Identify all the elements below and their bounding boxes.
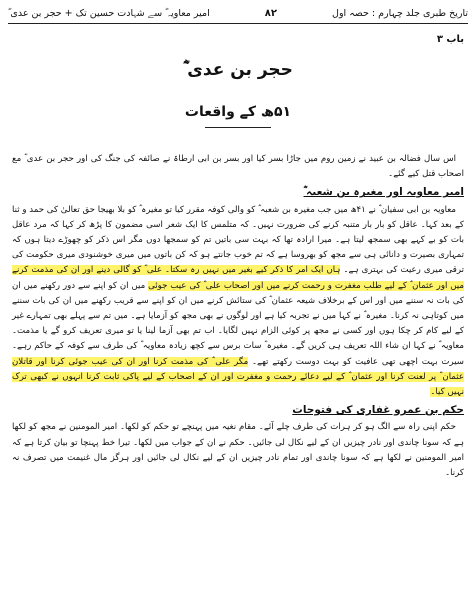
header-book-title: تاریخ طبری جلد چہارم : حصہ اول — [332, 7, 468, 19]
header-section-title: امیر معاویہ ؓ سے شہادت حسین تک + حجر بن عدی ؓ — [8, 7, 210, 19]
section-subtitle: ۵۱ھ کے واقعات — [184, 104, 292, 120]
paragraph-intro: اس سال فضالہ بن عبید نے زمین روم میں جاڑا بسر کیا اور بسر بن ابی ارطاۃ نے صائفہ کی جنگ کی اور حجر بن عدی ؓ مع اصحاب قتل کیے گئے۔ — [12, 154, 464, 180]
page-header — [8, 4, 468, 22]
heading-muawiya-mughira: امیر معاویہ اور مغیرہ بن شعبہ ؓ — [303, 186, 464, 199]
text-segment: معاویہ بن ابی سفیان ؓ نے ۴۱ھ میں جب مغیرہ بن شعبہ ؓ کو والی کوفہ مقرر کیا تو مغیرہ ؓ کو بلا بھیجا حق تعالیٰ کی حمد و ثنا کے بعد کہا۔ عاقل کو بار بار متنبہ کرنے کی ضرورت نہیں۔ کہ متلمس کا ایک شعر اسی مضمون کا پڑھ کر کہا کہ مرد عاقل بات کو بے کہے بھی سمجھ لیتا ہے۔ میرا ارادہ تھا کہ بہت سی باتیں تم کو سمجھا دوں مگر اس ذکر کو چھوڑے دیتا ہوں کہ تمہاری بصیرت و دانائی ہی سے مجھ کو بھروسا ہے کہ تم خوب جانتے ہو کہ کن باتوں میں میری خوشنودی میری حکومت کی ترقی میری رعیت کی بہتری ہے۔ — [12, 204, 465, 276]
paragraph-muawiya-instructions — [12, 203, 464, 401]
paragraph-hakam: حکم اپنی راہ سے الگ ہو کر ہرات کی طرف چلے آئے۔ مقام نغیہ میں پہنچے تو حکم کو لکھا۔ امیر المومنین نے مجھ کو لکھا ہے کہ سونا چاندی اور نادر چیزیں ان کے لیے نکال لی جائیں۔ حکم نے ان کے جواب میں لکھا۔ تیرا خط پہنچا تو بیان کرتا ہے کہ امیر المومنین نے لکھا ہے کہ سونا چاندی اور تمام نادر چیزیں ان کے لیے نکال لی جائیں اور ہرگز مال غنیمت میں تصرف نہ کرنا۔ — [12, 422, 464, 479]
body-text — [12, 152, 464, 481]
chapter-title: حجر بن عدی ؓ — [183, 60, 293, 80]
highlighted-text: مگر علی ؓ کی مذمت کرنا اور ان کی عیب جوئی کرنا اور قاتلان عثمان ؓ پر لعنت کرنا اور عثمان ؓ کے لیے دعائے رحمت و مغفرت اور ان کے اصحاب کے لیے پاکی ثابت کرنا انہوں نے کبھی ترک نہیں کیا۔ — [12, 356, 464, 398]
page-number: ۸۲ — [264, 7, 278, 19]
header-rule — [8, 23, 468, 24]
highlighted-text: ہاں ایک امر کا ذکر کیے بغیر میں نہیں رہ سکتا۔ علی ؓ کو گالی دینے اور ان کی مذمت کرنے میں اور عثمان ؓ کے لیے طلب مغفرت و رحمت کرنے میں اور اصحاب علی ؓ کی عیب جوئی — [12, 265, 464, 291]
chapter-label: باب ۳ — [436, 34, 464, 45]
text-segment: میں ان کو اپنے سے دور رکھنے میں ان کی بات نہ سننے میں اور اس کے برخلاف شیعہ عثمان ؓ کی ستائش کرنے میں ان کو اپنے سے قریب رکھنے میں ان کی بات سننے میں کوتاہی نہ کرنا۔ مغیرہ ؓ نے کہا میں نے تجربہ کیا ہے اور لوگوں نے بھی مجھ کو آزمایا ہے۔ میں تم سے پہلے بھی تمہارے غیر کے لیے کام کر چکا ہوں اور کسی نے مجھ پر کوئی الزام نہیں لگایا۔ اب تم بھی آزما لینا یا تو میری تعریف کرو گے یا مذمت۔ معاویہ ؓ نے کہا ان شاء اللہ تعریف ہی کریں گے۔ مغیرہ ؓ سات برس سے کچھ زیادہ معاویہ ؓ کی طرف سے کوفہ کے حاکم رہے۔ سیرت بہت اچھی تھی عافیت کو بہت دوست رکھتے تھے۔ — [12, 280, 464, 367]
heading-hakam-conquests: حکم بن عمرو غفاری کی فتوحات — [292, 404, 464, 417]
subtitle-underline — [205, 127, 271, 128]
